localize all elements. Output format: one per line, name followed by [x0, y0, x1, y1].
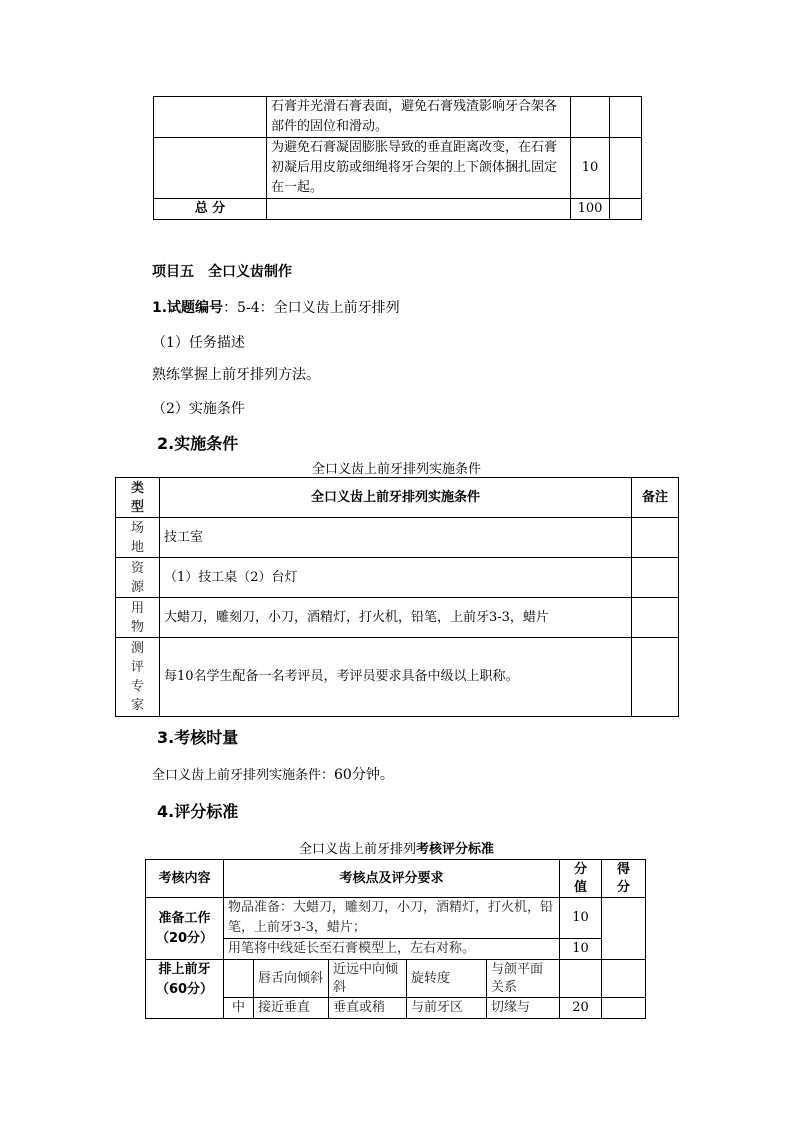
prep-item-text: 物品准备：大蜡刀，雕刻刀，小刀，酒精灯，打火机，铅笔，上前牙3-3，蜡片； — [224, 898, 560, 939]
section-4-heading: 4.评分标准 — [157, 802, 239, 821]
cond-table-caption: 全口义齿上前牙排列实施条件 — [311, 462, 481, 477]
arrange-subheader: 唇舌向倾斜 — [254, 960, 329, 998]
prep-label: 准备工作 — [158, 910, 211, 926]
score-header-got — [602, 860, 646, 898]
prep-got — [602, 898, 646, 960]
arrange-cell: 切缘与 — [487, 998, 560, 1019]
top-table-cell-empty — [154, 138, 267, 199]
arrange-cell: 接近垂直 — [254, 998, 329, 1019]
arrange-cell: 垂直或稍 — [329, 998, 407, 1019]
arrange-row-score: 20 — [560, 998, 602, 1019]
arrange-subheader-blank — [224, 960, 254, 998]
top-table-row1-text: 石膏并光滑石膏表面，避免石膏残渣影响牙合架各部件的固位和滑动。 — [267, 97, 571, 138]
top-table — [153, 96, 642, 220]
score-header-value — [560, 860, 602, 898]
arrange-subheader: 近远中向倾斜 — [329, 960, 407, 998]
cond-row-content: 技工室 — [160, 518, 632, 558]
cond-header-content: 全口义齿上前牙排列实施条件 — [160, 478, 632, 518]
cond-row-content: （1）技工桌（2）台灯 — [160, 558, 632, 598]
task-desc-text: 熟练掌握上前牙排列方法。 — [152, 367, 320, 383]
top-table-row1-got — [610, 97, 642, 138]
arrange-cell: 与前牙区 — [407, 998, 487, 1019]
cond-row-type-text: 场地 — [130, 520, 144, 555]
cond-row-type — [116, 638, 160, 717]
cond-row-type-text: 资源 — [130, 560, 144, 595]
time-value: 60分钟。 — [334, 767, 394, 783]
arrange-label: 排上前牙 — [158, 962, 211, 977]
top-table-row2-text: 为避免石膏凝固膨胀导致的垂直距离改变，在石膏初凝后用皮筋或细绳将牙合架的上下颌体捆扎固定在一起。 — [267, 138, 571, 199]
cond-row-type — [116, 518, 160, 558]
score-caption-bold: 考核评分标准 — [416, 842, 495, 857]
top-table-row2-score: 10 — [571, 138, 610, 199]
arrange-got — [602, 960, 646, 998]
conditions-table — [115, 477, 679, 717]
project-title: 项目五 全口义齿制作 — [152, 264, 292, 280]
cond-row-note — [632, 638, 679, 717]
question-number — [152, 297, 400, 317]
cond-row-type-text: 测评专家 — [130, 641, 144, 713]
time-label: 全口义齿上前牙排列实施条件： — [152, 768, 335, 783]
score-table-caption — [0, 838, 793, 857]
prep-points: （20分） — [155, 930, 214, 946]
impl-cond-heading: （2）实施条件 — [152, 401, 245, 417]
task-desc-heading: （1）任务描述 — [152, 335, 245, 351]
cond-row-content: 大蜡刀，雕刻刀，小刀，酒精灯，打火机，铅笔，上前牙3-3，蜡片 — [160, 598, 632, 638]
prep-item-score: 10 — [560, 898, 602, 939]
section-3-heading: 3.考核时量 — [157, 728, 239, 747]
total-got — [610, 199, 642, 220]
arrange-subheader: 与颌平面关系 — [487, 960, 560, 998]
arrange-label-cell — [146, 960, 224, 1019]
cond-row-type — [116, 558, 160, 598]
total-score: 100 — [571, 199, 610, 220]
cond-row-note — [632, 558, 679, 598]
top-table-row1-score — [571, 97, 610, 138]
cond-row-type-text: 用物 — [130, 600, 144, 635]
cond-row-note — [632, 518, 679, 558]
prep-label-cell — [146, 898, 224, 960]
arrange-row-got — [602, 998, 646, 1019]
cond-row-content: 每10名学生配备一名考评员，考评员要求具备中级以上职称。 — [160, 638, 632, 717]
total-empty — [267, 199, 571, 220]
cond-row-note — [632, 598, 679, 638]
top-table-row2-got — [610, 138, 642, 199]
time-text — [152, 764, 394, 784]
score-header-value-text: 分值 — [574, 861, 588, 895]
cond-header-type-text: 类型 — [130, 480, 144, 515]
score-header-got-text: 得分 — [617, 861, 631, 895]
arrange-score-blank — [560, 960, 602, 998]
arrange-tooth-label: 中 — [224, 998, 254, 1019]
cond-header-note: 备注 — [632, 478, 679, 518]
score-header-points: 考核点及评分要求 — [224, 860, 560, 898]
arrange-subheader: 旋转度 — [407, 960, 487, 998]
question-number-value: ：5-4：全口义齿上前牙排列 — [223, 300, 400, 316]
score-header-content: 考核内容 — [146, 860, 224, 898]
scoring-table — [145, 859, 646, 1019]
prep-item-score: 10 — [560, 939, 602, 960]
question-number-label: 1.试题编号 — [152, 300, 224, 316]
total-label: 总 分 — [154, 199, 267, 220]
score-caption-normal: 全口义齿上前牙排列 — [298, 842, 416, 857]
arrange-points: （60分） — [155, 982, 214, 997]
top-table-cell-empty — [154, 97, 267, 138]
prep-item-text: 用笔将中线延长至石膏模型上，左右对称。 — [224, 939, 560, 960]
cond-header-type — [116, 478, 160, 518]
cond-row-type — [116, 598, 160, 638]
section-2-heading: 2.实施条件 — [157, 434, 239, 453]
